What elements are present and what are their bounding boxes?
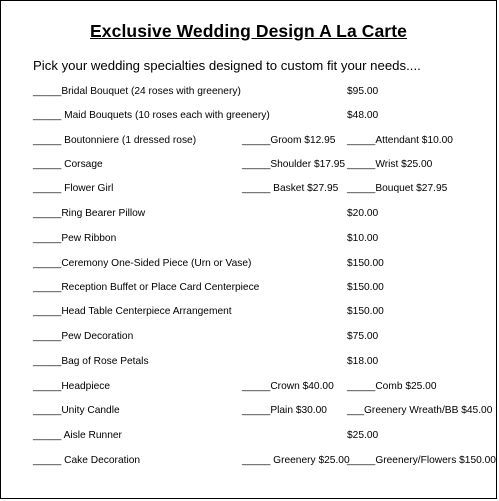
item-option: _____Groom $12.95: [242, 135, 336, 146]
list-item: [1, 110, 498, 126]
item-label: _____ Flower Girl: [33, 183, 114, 194]
item-price: $20.00: [347, 208, 379, 219]
list-item: [1, 455, 498, 471]
item-price: _____Bouquet $27.95: [347, 183, 448, 194]
item-label: _____ Aisle Runner: [33, 430, 122, 441]
item-label: _____Ceremony One-Sided Piece (Urn or Vase): [33, 258, 252, 269]
item-option: _____Plain $30.00: [242, 405, 327, 416]
item-label: _____ Corsage: [33, 159, 103, 170]
item-price: _____Wrist $25.00: [347, 159, 433, 170]
item-price: $48.00: [347, 110, 379, 121]
list-item: [1, 208, 498, 224]
list-item: [1, 282, 498, 298]
item-price: _____Comb $25.00: [347, 381, 437, 392]
item-price: _____Attendant $10.00: [347, 135, 453, 146]
list-item: [1, 405, 498, 421]
list-item: [1, 430, 498, 446]
item-price: $95.00: [347, 86, 379, 97]
item-label: _____ Boutonniere (1 dressed rose): [33, 135, 197, 146]
item-label: _____Bag of Rose Petals: [33, 356, 149, 367]
item-label: _____Headpiece: [33, 381, 111, 392]
item-price: $150.00: [347, 258, 384, 269]
item-label: _____Bridal Bouquet (24 roses with greenery): [33, 86, 241, 97]
item-label: _____ Cake Decoration: [33, 455, 141, 466]
item-label: _____Head Table Centerpiece Arrangement: [33, 306, 232, 317]
item-price: $150.00: [347, 282, 384, 293]
item-label: _____Unity Candle: [33, 405, 120, 416]
list-item: [1, 381, 498, 397]
item-label: _____Pew Decoration: [33, 331, 134, 342]
list-item: [1, 159, 498, 175]
list-item: [1, 258, 498, 274]
item-price: _____Greenery/Flowers $150.00: [347, 455, 496, 466]
item-option: _____Crown $40.00: [242, 381, 334, 392]
list-item: [1, 135, 498, 151]
list-item: [1, 306, 498, 322]
item-label: _____Ring Bearer Pillow: [33, 208, 146, 219]
list-item: [1, 183, 498, 199]
item-price: $150.00: [347, 306, 384, 317]
item-option: _____ Basket $27.95: [242, 183, 339, 194]
page-subtitle: Pick your wedding specialties designed to custom fit your needs....: [33, 58, 421, 73]
item-price: $25.00: [347, 430, 379, 441]
item-price: $18.00: [347, 356, 379, 367]
page-title: Exclusive Wedding Design A La Carte: [90, 21, 407, 41]
item-label: _____ Maid Bouquets (10 roses each with greenery): [33, 110, 270, 121]
list-item: [1, 233, 498, 249]
item-price: $10.00: [347, 233, 379, 244]
item-label: _____Pew Ribbon: [33, 233, 117, 244]
item-price: ___Greenery Wreath/BB $45.00: [347, 405, 493, 416]
list-item: [1, 331, 498, 347]
item-option: _____Shoulder $17.95: [242, 159, 346, 170]
list-item: [1, 86, 498, 102]
list-item: [1, 356, 498, 372]
item-option: _____ Greenery $25.00: [242, 455, 350, 466]
item-price: $75.00: [347, 331, 379, 342]
item-label: _____Reception Buffet or Place Card Centerpiece: [33, 282, 260, 293]
